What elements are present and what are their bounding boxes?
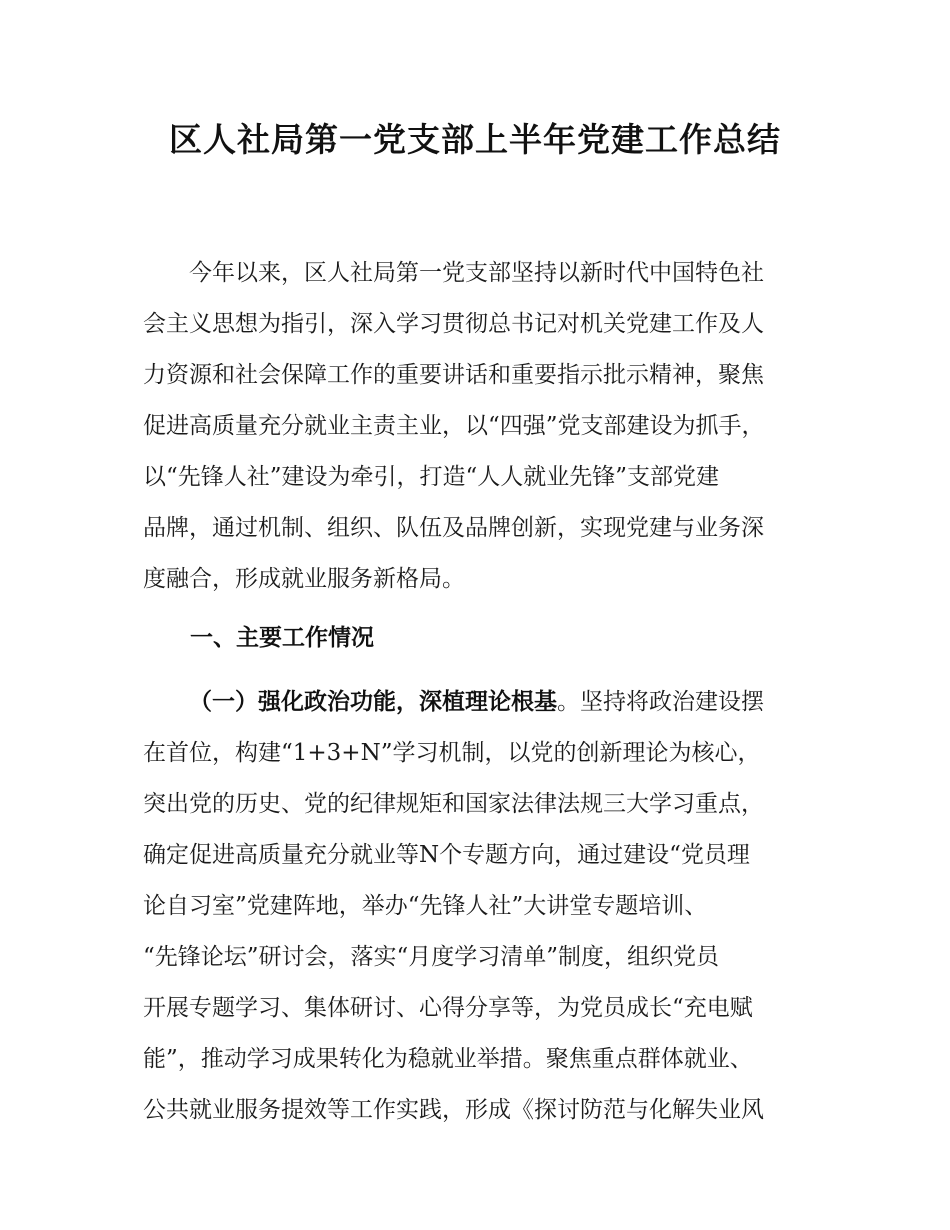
- text-line: 公共就业服务提效等工作实践，形成《探讨防范与化解失业风: [143, 1097, 764, 1123]
- text-line: 突出党的历史、党的纪律规矩和国家法律法规三大学习重点，: [143, 791, 764, 817]
- text-line: 会主义思想为指引，深入学习贯彻总书记对机关党建工作及人: [143, 311, 764, 337]
- text-line: 力资源和社会保障工作的重要讲话和重要指示批示精神，聚焦: [143, 362, 764, 388]
- subsection-lead: （一）强化政治功能，深植理论根基: [189, 689, 557, 715]
- text-line: 品牌，通过机制、组织、队伍及品牌创新，实现党建与业务深: [143, 515, 764, 541]
- subsection-lead-rest: 。坚持将政治建设摆: [557, 689, 764, 715]
- text-line: 在首位，构建“1+3+N”学习机制，以党的创新理论为核心，: [143, 740, 761, 766]
- subsection-paragraph: [143, 677, 823, 1136]
- text-line: 促进高质量充分就业主责主业，以“四强”党支部建设为抓手，: [143, 413, 765, 439]
- intro-paragraph: [143, 248, 823, 605]
- text-line: 论自习室”党建阵地，举办“先锋人社”大讲堂专题培训、: [143, 893, 708, 919]
- text-line: “先锋论坛”研讨会，落实“月度学习清单”制度，组织党员: [143, 944, 720, 970]
- text-line: [143, 677, 823, 728]
- document-title: 区人社局第一党支部上半年党建工作总结: [169, 120, 781, 159]
- text-line: 能”，推动学习成果转化为稳就业举措。聚焦重点群体就业、: [143, 1046, 753, 1072]
- text-line: 以“先锋人社”建设为牵引，打造“人人就业先锋”支部党建: [143, 464, 720, 490]
- text-line: 开展专题学习、集体研讨、心得分享等，为党员成长“充电赋: [143, 995, 753, 1021]
- text-line: 确定促进高质量充分就业等N个专题方向，通过建设“党员理: [143, 842, 750, 868]
- text-line: 今年以来，区人社局第一党支部坚持以新时代中国特色社: [143, 260, 764, 286]
- section-heading: 一、主要工作情况: [190, 625, 374, 651]
- text-line: 度融合，形成就业服务新格局。: [143, 566, 465, 592]
